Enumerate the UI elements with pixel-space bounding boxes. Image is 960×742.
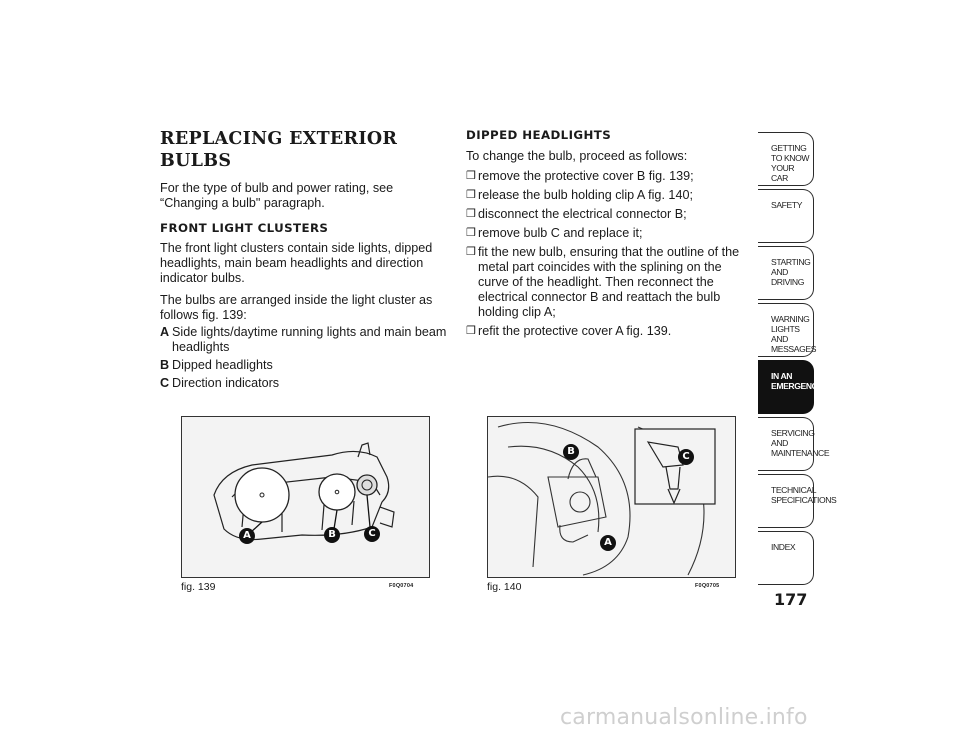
step-text: disconnect the electrical connector B; (478, 207, 687, 221)
step-text: remove the protective cover B fig. 139; (478, 169, 694, 183)
body-paragraph-1: The front light clusters contain side lights, dipped headlights, main beam headlights and direction indicator bulbs. (160, 241, 433, 285)
checkbox-bullet-icon: ❒ (466, 170, 476, 182)
list-item (466, 169, 748, 184)
tab-getting-to-know-your-car[interactable]: GETTING TO KNOW YOUR CAR (758, 132, 814, 186)
step-text: fit the new bulb, ensuring that the outline of the metal part coincides with the splining on the curve of the headlight. Then reconnect the electrical connector B and reattach the bulb holding clip A; (478, 245, 740, 319)
callout-c: C (364, 526, 380, 542)
list-item (466, 188, 748, 203)
list-item (466, 324, 748, 339)
list-item (466, 245, 748, 320)
list-item (466, 226, 748, 241)
chapter-tabs (758, 132, 837, 588)
tab-starting-and-driving[interactable]: STARTING AND DRIVING (758, 246, 814, 300)
body-paragraph-2: The bulbs are arranged inside the light cluster as follows fig. 139: (160, 293, 433, 322)
figure-caption: fig. 140 (487, 581, 522, 593)
legend-key: C (160, 376, 170, 390)
tab-technical-specifications[interactable]: TECHNICAL SPECIFICATIONS (758, 474, 814, 528)
checkbox-bullet-icon: ❒ (466, 325, 476, 337)
figure-caption: fig. 139 (181, 581, 216, 593)
legend-item-a (160, 325, 450, 355)
callout-a: A (600, 535, 616, 551)
headlight-cluster-illustration (182, 417, 429, 577)
callout-c: C (678, 449, 694, 465)
legend-text: Dipped headlights (172, 358, 273, 372)
callout-b: B (563, 444, 579, 460)
intro-paragraph: For the type of bulb and power rating, see “Changing a bulb" paragraph. (160, 181, 394, 210)
left-column (160, 128, 450, 394)
legend-item-c (160, 376, 450, 391)
legend-item-b (160, 358, 450, 373)
figure-139 (181, 416, 430, 578)
tab-servicing-and-maintenance[interactable]: SERVICING AND MAINTENANCE (758, 417, 814, 471)
legend-text: Direction indicators (172, 376, 280, 390)
step-text: refit the protective cover A fig. 139. (478, 324, 672, 338)
tab-warning-lights-and-messages[interactable]: WARNING LIGHTS AND MESSAGES (758, 303, 814, 357)
tab-safety[interactable]: SAFETY (758, 189, 814, 243)
list-item (466, 207, 748, 222)
bulb-holder-illustration (488, 417, 735, 577)
right-column (466, 128, 748, 343)
tab-index[interactable]: INDEX (758, 531, 814, 585)
legend-key: B (160, 358, 170, 372)
step-text: release the bulb holding clip A fig. 140; (478, 188, 693, 202)
legend-text: Side lights/daytime running lights and main beam headlights (172, 325, 447, 354)
figure-140 (487, 416, 736, 578)
figure-code: F0Q0704 (389, 583, 414, 589)
checkbox-bullet-icon: ❒ (466, 227, 476, 239)
callout-a: A (239, 528, 255, 544)
checkbox-bullet-icon: ❒ (466, 208, 476, 220)
checkbox-bullet-icon: ❒ (466, 246, 476, 258)
section-heading-dipped: DIPPED HEADLIGHTS (466, 128, 612, 142)
callout-b: B (324, 527, 340, 543)
steps-intro: To change the bulb, proceed as follows: (466, 149, 688, 163)
step-text: remove bulb C and replace it; (478, 226, 643, 240)
checkbox-bullet-icon: ❒ (466, 189, 476, 201)
watermark: carmanualsonline.info (560, 705, 808, 730)
section-heading: FRONT LIGHT CLUSTERS (160, 221, 329, 235)
legend-key: A (160, 325, 170, 339)
page-title: REPLACING EXTERIOR BULBS (160, 129, 398, 171)
figure-code: F0Q0705 (695, 583, 720, 589)
tab-in-an-emergency[interactable]: IN AN EMERGENCY (758, 360, 814, 414)
page-number: 177 (774, 590, 808, 609)
